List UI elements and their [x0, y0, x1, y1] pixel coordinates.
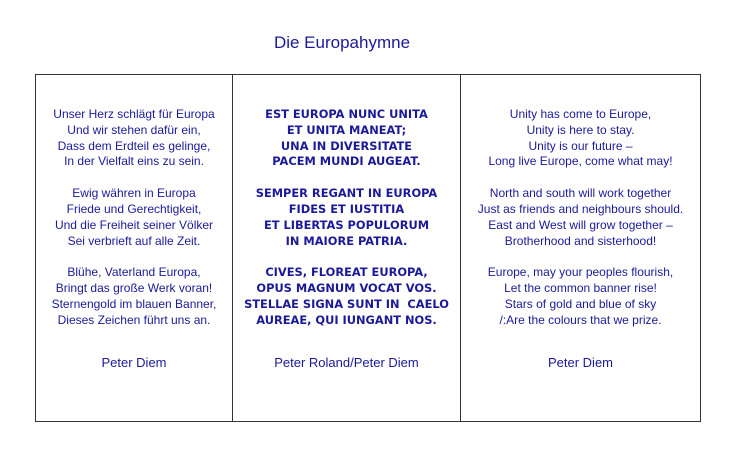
- verse-line: Dieses Zeichen führt uns an.: [57, 312, 211, 327]
- verse-line: STELLAE SIGNA SUNT IN CAELO: [244, 296, 449, 311]
- verse-line: EST EUROPA NUNC UNITA: [265, 107, 428, 121]
- verse-line: Unity is our future –: [528, 138, 633, 153]
- verse-line: Ewig währen in Europa: [72, 186, 196, 201]
- german-lyrics: [36, 107, 232, 345]
- stanza: [233, 107, 460, 170]
- english-lyrics: [461, 107, 700, 345]
- verse-line: /:Are the colours that we prize.: [499, 312, 662, 327]
- verse-line: CIVES, FLOREAT EUROPA,: [265, 265, 428, 280]
- verse-line: Bringt das große Werk voran!: [55, 281, 213, 296]
- verse-line: Just as friends and neighbours should.: [477, 201, 684, 216]
- verse-line: IN MAIORE PATRIA.: [285, 233, 408, 248]
- verse-line: Sternengold im blauen Banner,: [51, 296, 217, 311]
- verse-line: Blühe, Vaterland Europa,: [67, 265, 201, 280]
- verse-line: PACEM MUNDI AUGEAT.: [272, 154, 421, 169]
- verse-line: ET LIBERTAS POPULORUM: [263, 217, 430, 232]
- stanza: [461, 186, 700, 249]
- verse-line: Sei verbrieft auf alle Zeit.: [67, 233, 201, 248]
- stanza: [233, 265, 460, 328]
- english-column: [460, 75, 700, 421]
- verse-line: Unity has come to Europe,: [509, 107, 652, 121]
- verse-line: East and West will grow together –: [488, 217, 673, 232]
- stanza: [36, 186, 232, 249]
- stanza: [36, 107, 232, 170]
- latin-column: [232, 75, 460, 421]
- verse-line: In der Vielfalt eins zu sein.: [64, 154, 204, 169]
- verse-line: ET UNITA MANEAT;: [286, 122, 407, 137]
- verse-line: Stars of gold and blue of sky: [504, 296, 657, 311]
- verse-line: Friede und Gerechtigkeit,: [66, 201, 202, 216]
- verse-line: Und die Freiheit seiner Völker: [54, 217, 214, 232]
- author-credit: Peter Diem: [547, 355, 614, 370]
- verse-line: FIDES ET IUSTITIA: [288, 201, 405, 216]
- verse-line: Unity is here to stay.: [526, 122, 635, 137]
- verse-line: Long live Europe, come what may!: [488, 154, 673, 169]
- stanza: [36, 265, 232, 328]
- verse-line: UNA IN DIVERSITATE: [280, 138, 413, 153]
- latin-lyrics: [233, 107, 460, 345]
- page-title: Die Europahymne: [273, 33, 411, 52]
- author-credit: Peter Roland/Peter Diem: [274, 355, 419, 370]
- hymn-table: [35, 74, 701, 422]
- stanza: [461, 265, 700, 328]
- verse-line: Unser Herz schlägt für Europa: [53, 107, 215, 121]
- author-credit: Peter Diem: [101, 355, 167, 370]
- stanza: [461, 107, 700, 170]
- german-column: [36, 75, 232, 421]
- verse-line: Europe, may your peoples flourish,: [487, 265, 674, 280]
- verse-line: SEMPER REGANT IN EUROPA: [255, 186, 438, 201]
- verse-line: Let the common banner rise!: [504, 281, 657, 296]
- verse-line: Dass dem Erdteil es gelinge,: [57, 138, 211, 153]
- verse-line: OPUS MAGNUM VOCAT VOS.: [256, 281, 437, 296]
- verse-line: AUREAE, QUI IUNGANT NOS.: [256, 312, 437, 327]
- verse-line: Und wir stehen dafür ein,: [67, 122, 201, 137]
- stanza: [233, 186, 460, 249]
- verse-line: North and south will work together: [489, 186, 672, 201]
- verse-line: Brotherhood and sisterhood!: [504, 233, 657, 248]
